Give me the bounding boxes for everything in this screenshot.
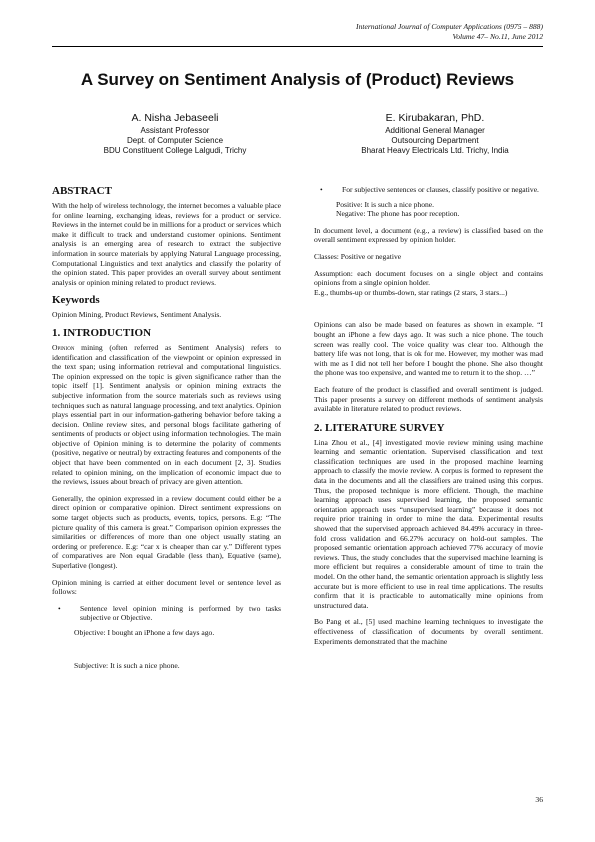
literature-paragraph-1: Lina Zhou et al., [4] investigated movie review mining using machine learning and semantic orientation. Supervised classification and text classification techniques are used in the proposed machine learning approach to classify the movie review. A corpus is formed to represent the data in the documents and all the classifiers are trained using this corpus. Thus, the proposed technique is more efficient. Though, the machine learning approach uses supervised learning, the proposed semantic orientation approach uses “unsupervised learning” because it does not require prior training in order to mine the data. Experimental results showed that the supervised approach achieved 84.49% accuracy in three-fold cross validation and 66.27% accuracy on hold-out samples. The proposed semantic orientation approach achieved 77% accuracy of movie reviews. Thus, the study concludes that the supervised machine learning is more efficient but requires a considerable amount of time to train the model. On the other hand, the semantic orientation approach is slightly less accurate but is more efficient to use in real time applications. The results confirm that it is practicable to automatically mine opinions from unstructured data. xyxy=(314,437,543,610)
intro-paragraph-2: Generally, the opinion expressed in a review document could either be a direct opinion or comparative opinion. Direct sentiment expressions on some target objects such as products, events, topics, persons. E.g: “The picture quality of this camera is great.” Comparison opinion expresses the similarities or differences of more than one object usually stating an ordering or preference. E.g: “car x is cheaper than car y.” Different types of comparatives are Non equal Gradable (less than), Equative (same), Superlative (longest). xyxy=(52,493,281,570)
assumption-text: Assumption: each document focuses on a single object and contains opinions from a single opinion holder. xyxy=(314,268,543,288)
author-1 xyxy=(80,112,270,157)
drop-word: Opinion xyxy=(52,342,75,352)
keywords-heading: Keywords xyxy=(52,294,100,307)
author-affiliation: Bharat Heavy Electricals Ltd. Trichy, India xyxy=(361,146,509,156)
author-department: Outsourcing Department xyxy=(391,136,479,146)
introduction-heading: 1. INTRODUCTION xyxy=(52,326,152,339)
polarity-examples xyxy=(336,200,543,219)
journal-volume: Volume 47– No.11, June 2012 xyxy=(452,32,543,41)
negative-example: Negative: The phone has poor reception. xyxy=(336,209,460,219)
right-column xyxy=(314,185,543,653)
each-feature-paragraph: Each feature of the product is classified and overall sentiment is judged. This paper presents a survey on different methods of sentiment analysis available in literature related to product reviews. xyxy=(314,384,543,414)
keywords-text: Opinion Mining, Product Reviews, Sentiment Analysis. xyxy=(52,310,222,320)
author-2 xyxy=(320,112,550,157)
abstract-heading: ABSTRACT xyxy=(52,185,112,197)
literature-paragraph-2: Bo Pang et al., [5] used machine learning techniques to investigate the effectiveness of classification of documents by overall sentiment. Experiments demonstrated that the machine xyxy=(314,617,543,646)
bullet-text: For subjective sentences or clauses, classify positive or negative. xyxy=(342,185,539,194)
features-paragraph: Opinions can also be made based on features as shown in example. “I bought an iPhone a few days ago. It was such a nice phone. The touch screen was really cool. The voice quality was clear too. Although the battery life was not long, that is ok for me. However, my mother was mad with me as I did not tell her before I bought the phone. She also thought the phone was too expensive, and wanted me to return it to the shop. …” xyxy=(314,320,543,378)
intro-paragraph-3: Opinion mining is carried at either document level or sentence level as follows: xyxy=(52,577,281,597)
bullet-icon: • xyxy=(58,603,61,613)
author-affiliation: BDU Constituent College Lalgudi, Trichy xyxy=(103,146,247,156)
list-item xyxy=(314,185,543,195)
intro-paragraph-1-text: mining (often referred as Sentiment Analysis) refers to identification and classification of the viewpoint or opinion expressed in the text span; using information retrieval and computational linguistics. The opinion expressed on the topic is given significance rather than the topic itself [1]. Sentiment analysis or opinion mining extracts the subjective information from the source materials such as reviews using techniques such as natural language processing, and text analytics. Opinion plays essential part in our information-gathering behavior before taking a decision. Online review sites, and personal blogs facilitate gathering of sentiments of products or object using information technologies. The main objective of Opinion mining is to determine the polarity of comments (positive, negative or neutral) by extracting features and components of the object that have been commented on in each document [2, 3]. Studies related to opinion mining, on the implication of economic impact due to the reviews, issues about breach of privacy are given attention. xyxy=(52,342,281,487)
paper-title: A Survey on Sentiment Analysis of (Product) Reviews xyxy=(80,70,515,89)
bullet-text: Sentence level opinion mining is performed by two tasks subjective or Objective. xyxy=(80,603,281,623)
subjective-example: Subjective: It is such a nice phone. xyxy=(74,660,180,670)
author-name: A. Nisha Jebaseeli xyxy=(131,112,219,124)
abstract-text: With the help of wireless technology, the internet becomes a valuable place for online learning, exchanging ideas, reviews for a product or service. Reviews in the internet could be in millions for a product or services which make it difficult to track and understand customer opinions. Sentiment analysis is an emerging area of research to extract the subjective information in source materials by applying Natural Language processing, Computational Linguistics and text analytics and classify the polarity of the opinion stated. This paper provides an overall survey about sentiment analysis or opinion mining related to product reviews. xyxy=(52,201,281,287)
spacer xyxy=(52,645,281,661)
author-department: Dept. of Computer Science xyxy=(126,136,224,146)
author-position: Additional General Manager xyxy=(385,126,485,135)
spacer xyxy=(314,304,543,320)
bullet-icon: • xyxy=(320,185,323,194)
intro-paragraph-1 xyxy=(52,343,281,487)
positive-example: Positive: It is such a nice phone. xyxy=(336,199,435,209)
list-item xyxy=(52,604,281,623)
classes-line: Classes: Positive or negative xyxy=(314,251,402,261)
document-level-paragraph: In document level, a document (e.g., a review) is classified based on the overall sentiment expressed by opinion holder. xyxy=(314,225,543,245)
left-column xyxy=(52,185,281,677)
assumption-block xyxy=(314,269,543,298)
journal-header xyxy=(356,22,543,42)
author-name: E. Kirubakaran, PhD. xyxy=(385,112,485,124)
author-position: Assistant Professor xyxy=(140,126,210,135)
journal-name: International Journal of Computer Applications (0975 – 888) xyxy=(356,22,543,31)
example-text: E.g., thumbs-up or thumbs-down, star ratings (2 stars, 3 stars...) xyxy=(314,287,508,297)
objective-example: Objective: I bought an iPhone a few days ago. xyxy=(74,627,215,637)
literature-survey-heading: 2. LITERATURE SURVEY xyxy=(314,421,445,434)
header-rule xyxy=(52,46,543,47)
page-number: 36 xyxy=(535,795,543,804)
